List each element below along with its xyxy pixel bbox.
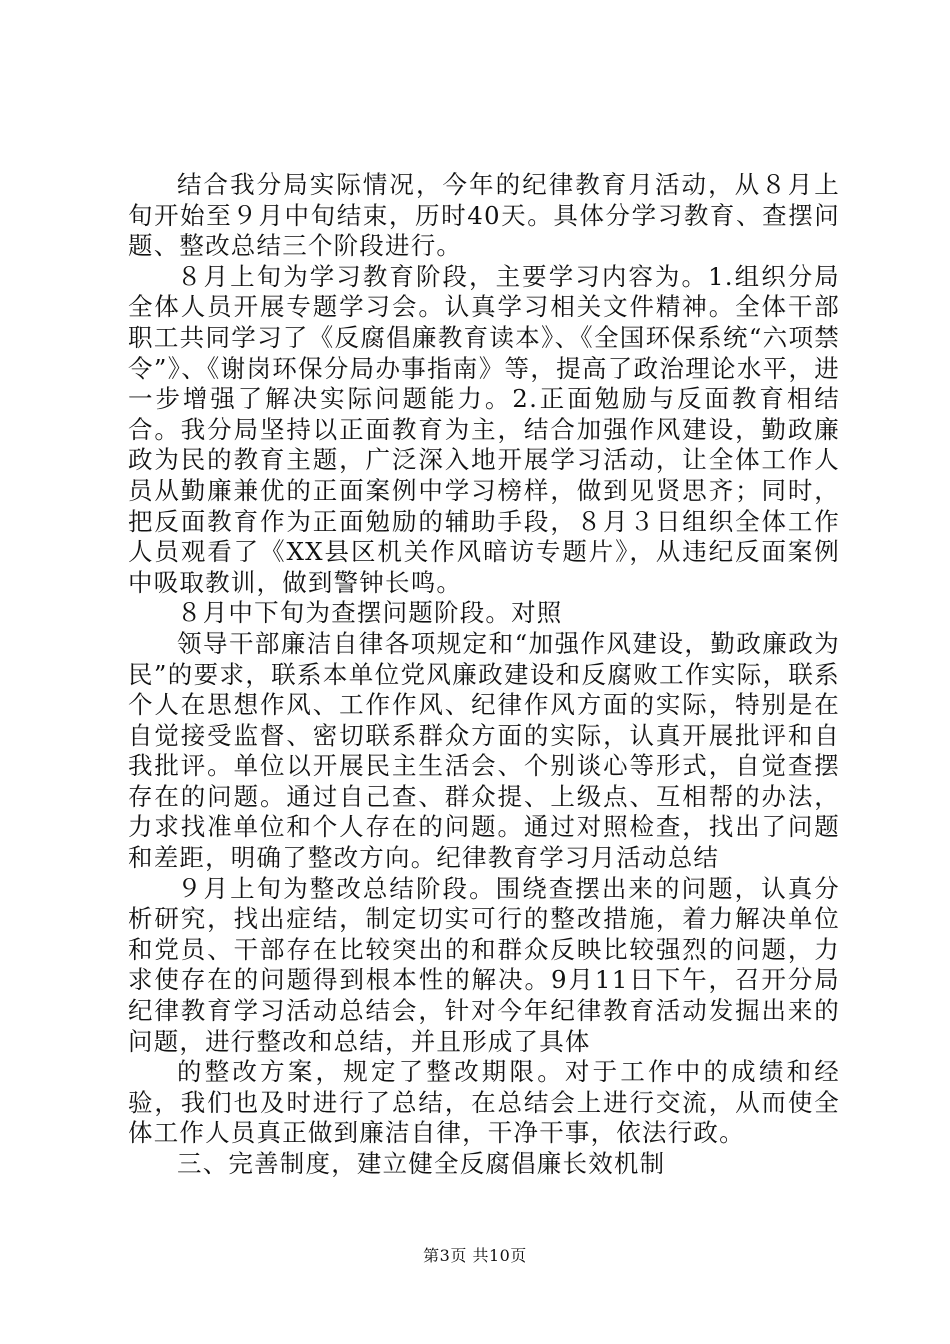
paragraph-study-phase: ８月上旬为学习教育阶段，主要学习内容为。1.组织分局全体人员开展专题学习会。认真学习相关文件精神。全体干部职工共同学习了《反腐倡廉教育读本》、《全国环保系统“六项禁令”》、《谢岗环保分局办事指南》等，提高了政治理论水平，进一步增强了解决实际问题能力。2.正面勉励与反面教育相结合。我分局坚持以正面教育为主，结合加强作风建设，勤政廉政为民的教育主题，广泛深入地开展学习活动，让全体工作人员从勤廉兼优的正面案例中学习榜样，做到见贤思齐；同时，把反面教育作为正面勉励的辅助手段，８月３日组织全体工作人员观看了《XX县区机关作风暗访专题片》，从违纪反面案例中吸取教训，做到警钟长鸣。 [128, 261, 840, 597]
page-number-footer: 第3页 共10页 [423, 1246, 527, 1265]
paragraph-rectification-phase: ９月上旬为整改总结阶段。围绕查摆出来的问题，认真分析研究，找出症结，制定切实可行的整改措施，着力解决单位和党员、干部存在比较突出的和群众反映比较强烈的问题，力求使存在的问题得到根本性的解决。9月11日下午，召开分局纪律教育学习活动总结会，针对今年纪律教育活动发掘出来的问题，进行整改和总结，并且形成了具体 [128, 873, 840, 1056]
paragraph-schedule: 结合我分局实际情况，今年的纪律教育月活动，从８月上旬开始至９月中旬结束，历时40天。具体分学习教育、查摆问题、整改总结三个阶段进行。 [128, 170, 840, 261]
document-body [128, 170, 840, 1180]
paragraph-review-phase: 领导干部廉洁自律各项规定和“加强作风建设，勤政廉政为民”的要求，联系本单位党风廉政建设和反腐败工作实际，联系个人在思想作风、工作作风、纪律作风方面的实际，特别是在自觉接受监督、密切联系群众方面的实际，认真开展批评和自我批评。单位以开展民主生活会、个别谈心等形式，自觉查摆存在的问题。通过自己查、群众提、上级点、互相帮的办法，力求找准单位和个人存在的问题。通过对照检查，找出了问题和差距，明确了整改方向。纪律教育学习月活动总结 [128, 628, 840, 873]
paragraph-review-phase-heading: ８月中下旬为查摆问题阶段。对照 [177, 598, 563, 628]
paragraph-rectification-plan: 的整改方案，规定了整改期限。对于工作中的成绩和经验，我们也及时进行了总结，在总结会上进行交流，从而使全体工作人员真正做到廉洁自律，干净干事，依法行政。 [128, 1057, 840, 1148]
section-heading-system-improvement: 三、完善制度，建立健全反腐倡廉长效机制 [177, 1149, 666, 1178]
